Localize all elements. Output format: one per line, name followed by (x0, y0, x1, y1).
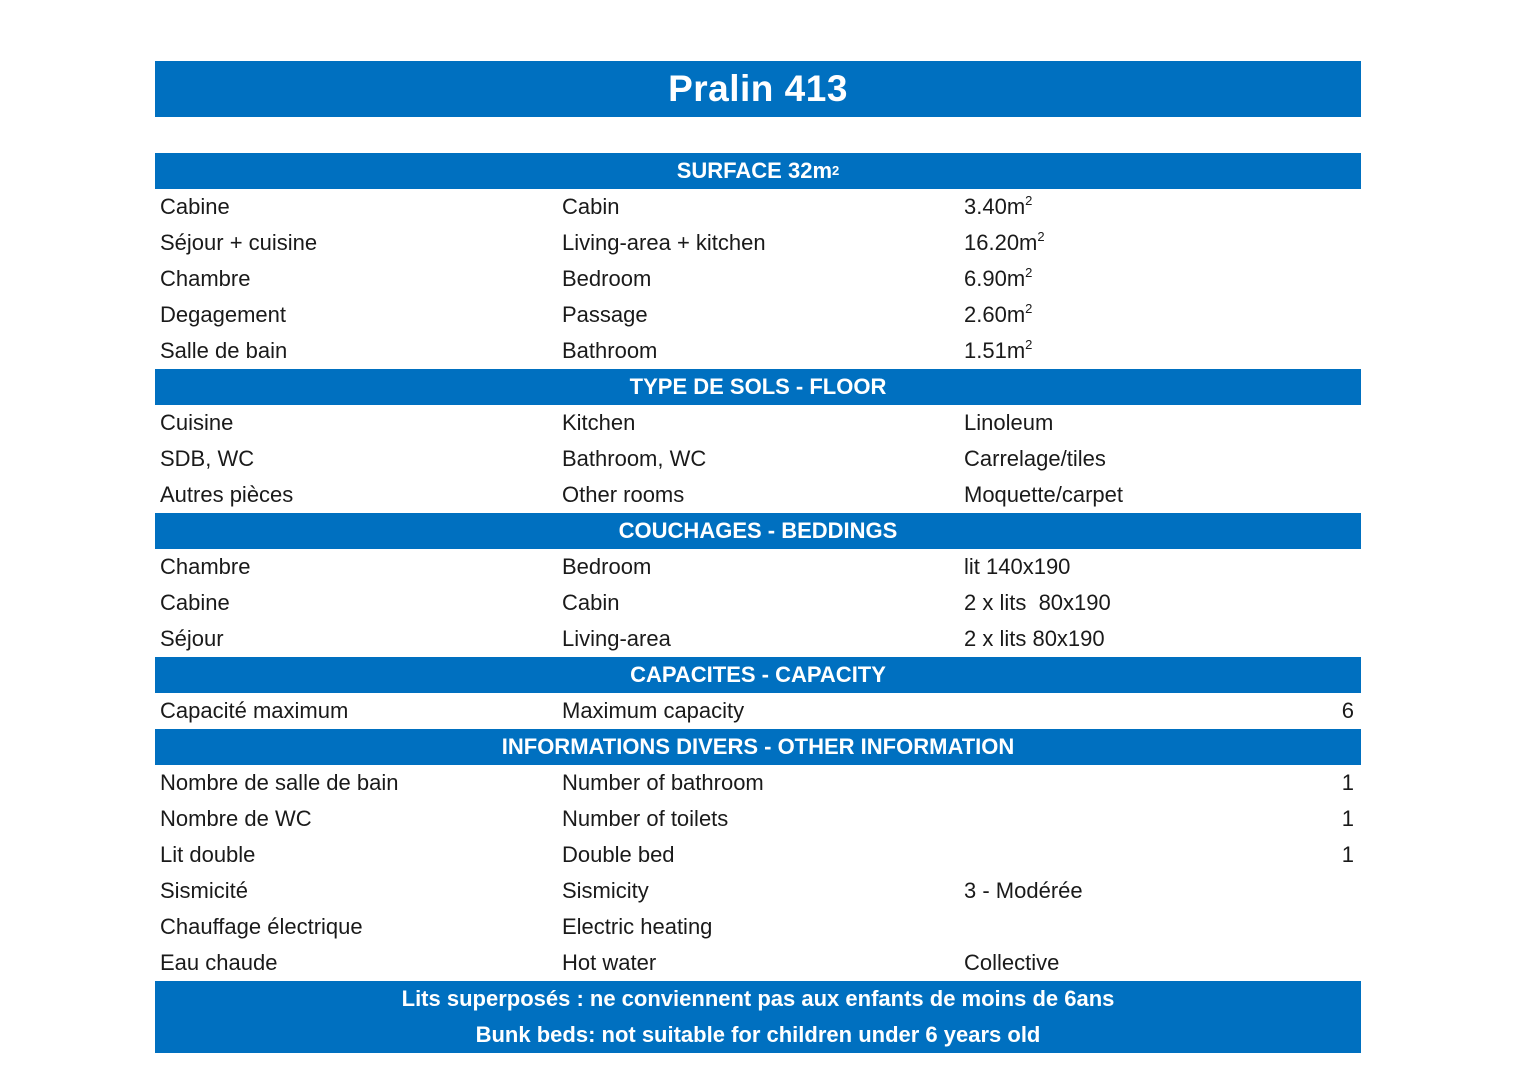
english-label: Cabin (562, 194, 620, 219)
table-row (155, 189, 1361, 225)
value-text: 6 (1341, 698, 1354, 723)
french-label: Sismicité (160, 878, 249, 903)
english-label: Living-area (562, 626, 671, 651)
value-cell (959, 842, 1361, 868)
sections-container (155, 153, 1361, 981)
value-text: 3.40m (964, 194, 1026, 219)
english-label: Bathroom, WC (562, 446, 707, 471)
table-row (155, 765, 1361, 801)
value-superscript: 2 (1037, 229, 1045, 244)
value-text: Carrelage/tiles (964, 446, 1106, 471)
value-cell (959, 482, 1361, 508)
value-cell (959, 230, 1361, 256)
french-label: Capacité maximum (160, 698, 349, 723)
footer-warning-fr: Lits superposés : ne conviennent pas aux enfants de moins de 6ans (401, 986, 1115, 1011)
table-row (155, 441, 1361, 477)
english-label: Bathroom (562, 338, 658, 363)
table-row (155, 333, 1361, 369)
footer-warning-en: Bunk beds: not suitable for children under 6 years old (475, 1022, 1041, 1047)
section-header-text: INFORMATIONS DIVERS - OTHER INFORMATION (501, 734, 1015, 759)
french-label: Chambre (160, 554, 251, 579)
value-superscript: 2 (1025, 301, 1033, 316)
value-cell (959, 338, 1361, 364)
english-label: Number of toilets (562, 806, 729, 831)
english-label: Cabin (562, 590, 620, 615)
section-header-text: CAPACITES - CAPACITY (630, 662, 886, 687)
value-superscript: 2 (1025, 193, 1033, 208)
value-cell (959, 446, 1361, 472)
english-label: Passage (562, 302, 648, 327)
english-label: Hot water (562, 950, 657, 975)
section-header-text: COUCHAGES - BEDDINGS (618, 518, 898, 543)
english-label: Bedroom (562, 266, 652, 291)
value-text: Collective (964, 950, 1060, 975)
value-cell (959, 194, 1361, 220)
value-cell (959, 410, 1361, 436)
table-row (155, 801, 1361, 837)
french-label: Nombre de salle de bain (160, 770, 399, 795)
section-header (155, 369, 1361, 405)
french-label: Autres pièces (160, 482, 294, 507)
english-label: Sismicity (562, 878, 649, 903)
table-row (155, 585, 1361, 621)
table-row (155, 945, 1361, 981)
value-text: 1 (1341, 842, 1354, 867)
value-text: lit 140x190 (964, 554, 1071, 579)
section-header (155, 657, 1361, 693)
value-cell (959, 770, 1361, 796)
table-row (155, 693, 1361, 729)
value-cell (959, 590, 1361, 616)
value-cell (959, 806, 1361, 832)
table-row (155, 477, 1361, 513)
table-row (155, 621, 1361, 657)
value-superscript: 2 (1025, 337, 1033, 352)
value-text: 1.51m (964, 338, 1026, 363)
table-row (155, 261, 1361, 297)
french-label: Nombre de WC (160, 806, 312, 831)
french-label: Degagement (160, 302, 286, 327)
english-label: Other rooms (562, 482, 685, 507)
english-label: Living-area + kitchen (562, 230, 766, 255)
footer-warning (155, 981, 1361, 1053)
value-cell (959, 302, 1361, 328)
english-label: Electric heating (562, 914, 713, 939)
value-cell (959, 950, 1361, 976)
value-text: Moquette/carpet (964, 482, 1123, 507)
section-header (155, 513, 1361, 549)
value-text: Linoleum (964, 410, 1054, 435)
value-superscript: 2 (1025, 265, 1033, 280)
section-header-text: TYPE DE SOLS - FLOOR (629, 374, 887, 399)
value-text: 3 - Modérée (964, 878, 1083, 903)
french-label: Cabine (160, 194, 230, 219)
french-label: Salle de bain (160, 338, 288, 363)
value-text: 2 x lits 80x190 (964, 590, 1111, 615)
value-cell (959, 554, 1361, 580)
french-label: Cuisine (160, 410, 234, 435)
spacer (155, 117, 1361, 153)
table-row (155, 297, 1361, 333)
french-label: Séjour + cuisine (160, 230, 318, 255)
value-cell (959, 698, 1361, 724)
english-label: Number of bathroom (562, 770, 764, 795)
table-row (155, 405, 1361, 441)
page-title: Pralin 413 (155, 61, 1361, 117)
french-label: Eau chaude (160, 950, 278, 975)
english-label: Maximum capacity (562, 698, 745, 723)
accommodation-sheet (155, 61, 1361, 1053)
english-label: Kitchen (562, 410, 636, 435)
french-label: Cabine (160, 590, 230, 615)
table-row (155, 549, 1361, 585)
french-label: SDB, WC (160, 446, 255, 471)
value-cell (959, 266, 1361, 292)
value-text: 16.20m (964, 230, 1038, 255)
value-text: 1 (1341, 770, 1354, 795)
section-header-text: SURFACE 32m (676, 158, 833, 183)
table-row (155, 225, 1361, 261)
value-text: 1 (1341, 806, 1354, 831)
section-header (155, 729, 1361, 765)
table-row (155, 909, 1361, 945)
english-label: Bedroom (562, 554, 652, 579)
value-text: 6.90m (964, 266, 1026, 291)
french-label: Chambre (160, 266, 251, 291)
section-header: SURFACE 32m 2 (155, 153, 1361, 189)
english-label: Double bed (562, 842, 675, 867)
french-label: Chauffage électrique (160, 914, 363, 939)
table-row (155, 873, 1361, 909)
table-row (155, 837, 1361, 873)
french-label: Lit double (160, 842, 256, 867)
french-label: Séjour (160, 626, 224, 651)
value-cell (959, 626, 1361, 652)
value-cell (959, 878, 1361, 904)
value-text: 2 x lits 80x190 (964, 626, 1105, 651)
value-text: 2.60m (964, 302, 1026, 327)
